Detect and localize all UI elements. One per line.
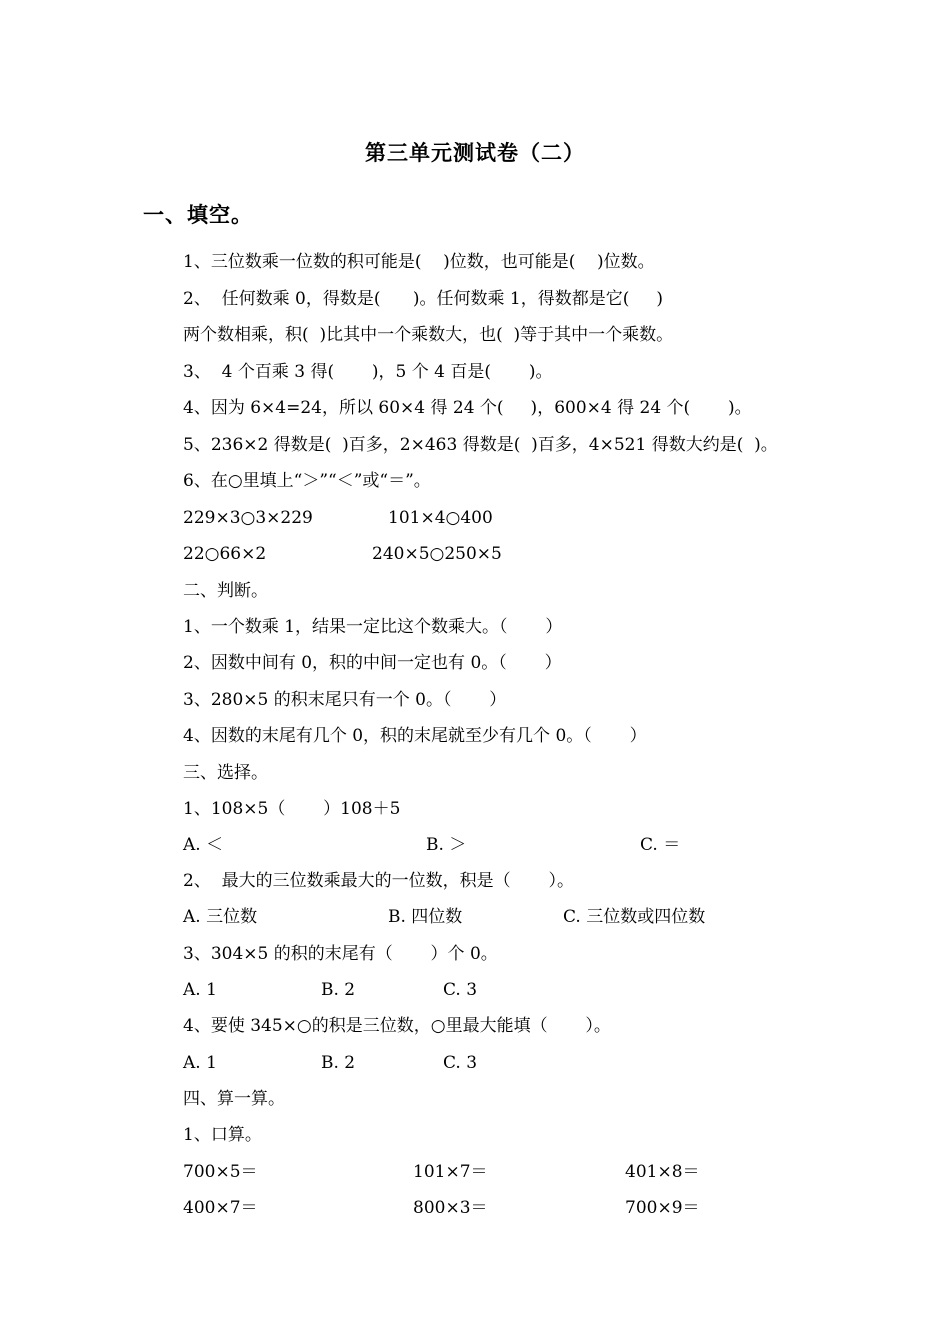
judge-q2: 2、因数中间有 0，积的中间一定也有 0。（ ）	[183, 653, 562, 673]
choice-q2: 2、 最大的三位数乘最大的一位数，积是（ ）。	[183, 871, 574, 891]
section-fill-blank-heading: 一、填空。	[143, 202, 253, 227]
choice-option: A. 1	[183, 980, 217, 1000]
choice-option: A. 三位数	[183, 907, 258, 927]
fill-blank-q3: 3、 4 个百乘 3 得( )，5 个 4 百是( )。	[183, 362, 553, 382]
choice-q1: 1、108×5（ ）108＋5	[183, 799, 401, 819]
choice-option: C. 3	[443, 980, 478, 1000]
fill-blank-q4: 4、因为 6×4=24，所以 60×4 得 24 个( )，600×4 得 24 个( )。	[183, 398, 752, 418]
judge-q1: 1、一个数乘 1，结果一定比这个数乘大。（ ）	[183, 617, 563, 637]
choice-option: C. 三位数或四位数	[563, 907, 706, 927]
judge-q4: 4、因数的末尾有几个 0，积的末尾就至少有几个 0。（ ）	[183, 726, 647, 746]
oral-calc-item: 700×9＝	[625, 1198, 700, 1218]
section-calc-heading: 四、算一算。	[183, 1089, 285, 1109]
oral-calc-item: 401×8＝	[625, 1162, 700, 1182]
calc-sub-heading: 1、口算。	[183, 1125, 262, 1145]
fill-blank-q2: 2、 任何数乘 0，得数是( )。任何数乘 1，得数都是它( )	[183, 289, 664, 309]
choice-option: B. 2	[321, 980, 356, 1000]
fill-blank-q2-cont: 两个数相乘，积( )比其中一个乘数大，也( )等于其中一个乘数。	[183, 325, 674, 345]
compare-item: 240×5○250×5	[372, 544, 502, 564]
judge-q3: 3、280×5 的积末尾只有一个 0。（ ）	[183, 690, 507, 710]
oral-calc-item: 101×7＝	[413, 1162, 488, 1182]
choice-option: B. 2	[321, 1053, 356, 1073]
choice-option: B. ＞	[426, 835, 467, 855]
compare-item: 229×3○3×229	[183, 508, 313, 528]
fill-blank-q1: 1、三位数乘一位数的积可能是( )位数，也可能是( )位数。	[183, 252, 655, 272]
choice-option: A. ＜	[183, 835, 224, 855]
oral-calc-item: 800×3＝	[413, 1198, 488, 1218]
compare-item: 101×4○400	[388, 508, 493, 528]
oral-calc-item: 700×5＝	[183, 1162, 258, 1182]
page-title: 第三单元测试卷（二）	[365, 140, 585, 165]
choice-option: C. ＝	[640, 835, 681, 855]
fill-blank-q6: 6、在○里填上“＞”“＜”或“＝”。	[183, 471, 431, 491]
section-judge-heading: 二、判断。	[183, 581, 268, 601]
choice-option: B. 四位数	[388, 907, 463, 927]
section-choice-heading: 三、选择。	[183, 763, 268, 783]
choice-option: A. 1	[183, 1053, 217, 1073]
choice-q3: 3、304×5 的积的末尾有（ ）个 0。	[183, 944, 498, 964]
choice-q4: 4、要使 345×○的积是三位数，○里最大能填（ ）。	[183, 1016, 611, 1036]
oral-calc-item: 400×7＝	[183, 1198, 258, 1218]
fill-blank-q5: 5、236×2 得数是( )百多，2×463 得数是( )百多，4×521 得数大约是( )。	[183, 435, 778, 455]
compare-item: 22○66×2	[183, 544, 267, 564]
choice-option: C. 3	[443, 1053, 478, 1073]
